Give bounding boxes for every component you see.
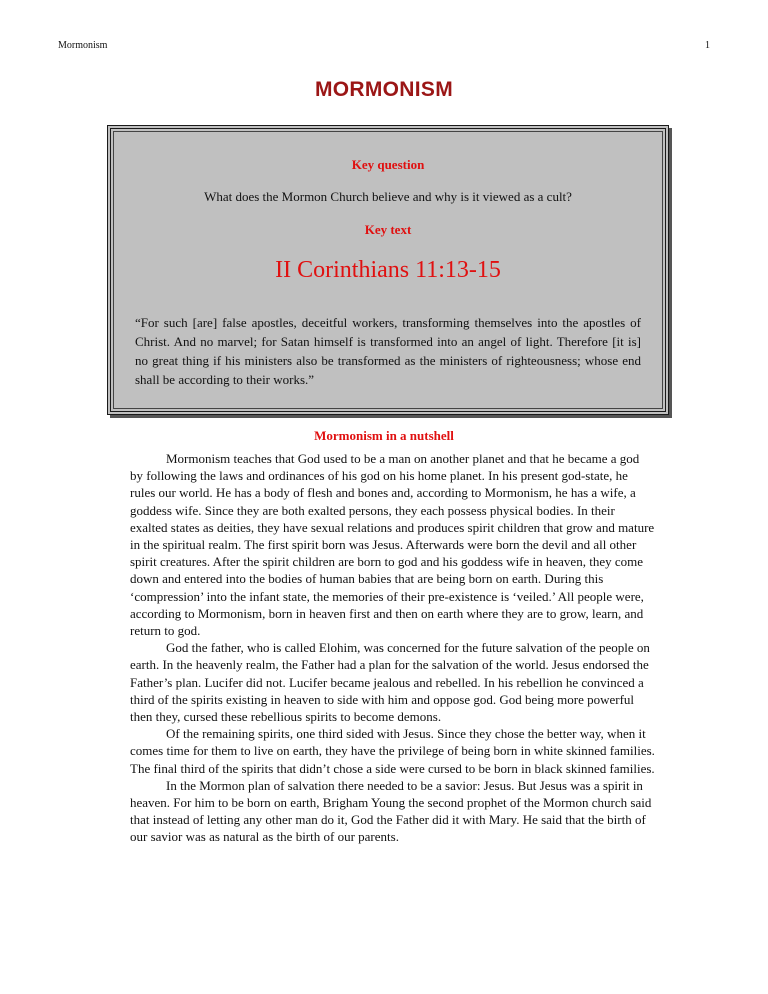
key-box	[107, 125, 669, 415]
scripture-quote: “For such [are] false apostles, deceitful workers, transforming themselves into the apostles of Christ. And no marvel; for Satan himself is transformed into an angel of light. Therefore [it is] no great thing if his ministers also be transformed as the ministers of righteousness; whose end shall be according to their works.”	[135, 315, 641, 387]
document-title: MORMONISM	[314, 78, 454, 101]
paragraph: Mormonism teaches that God used to be a man on another planet and that he became a god by following the laws and ordinances of his god on his home planet. In his present god-state, he rules our world. He has a body of flesh and bones and, according to Mormonism, he has a wife, a goddess wife. Since they are both exalted persons, they each possess physical bodies. In their exalted states as deities, they have sexual relations and produces spirit children that grow and mature in the spiritual realm. The first spirit born was Jesus. Afterwards were born the devil and all other spirit creatures. After the spirit children are born to god and his goddess wife in heaven, they come down and entered into the bodies of human babies that are being born on earth. During this ‘compression’ into the infant state, the memories of their pre-existence is ‘veiled.’ All people were, according to Mormonism, born in heaven first and then on earth where they are to grow, learn, and return to god.	[130, 451, 655, 639]
paragraph: God the father, who is called Elohim, was concerned for the future salvation of the people on earth. In the heavenly realm, the Father had a plan for the salvation of the world. Jesus endorsed the Father’s plan. Lucifer did not. Lucifer became jealous and rebelled. In his rebellion he convinced a third of the spirits existing in heaven to side with him and oppose god. God being more powerful then they, cursed these rebellious spirits to become demons.	[130, 640, 650, 725]
paragraph: In the Mormon plan of salvation there needed to be a savior: Jesus. But Jesus was a spirit in heaven. For him to be born on earth, Brigham Young the second prophet of the Mormon church said that instead of letting any other man do it, God the Father did it with Mary. He said that the birth of our savior was as natural as the birth of our parents.	[130, 777, 652, 845]
section-heading: Mormonism in a nutshell	[314, 428, 454, 443]
key-question-heading: Key question	[351, 157, 425, 172]
key-question-text: What does the Mormon Church believe and why is it viewed as a cult?	[204, 189, 572, 204]
running-title: Mormonism	[58, 40, 108, 51]
paragraph: Of the remaining spirits, one third sided with Jesus. Since they chose the better way, when it comes time for them to live on earth, they have the privilege of being born in white skinned families. The final third of the spirits that didn’t chose a side were cursed to be born in black skinned families.	[130, 726, 655, 776]
body-text	[130, 450, 655, 846]
scripture-reference: II Corinthians 11:13-15	[275, 257, 501, 283]
running-header	[58, 40, 710, 51]
page-number: 1	[705, 40, 710, 51]
key-text-heading: Key text	[364, 222, 412, 237]
